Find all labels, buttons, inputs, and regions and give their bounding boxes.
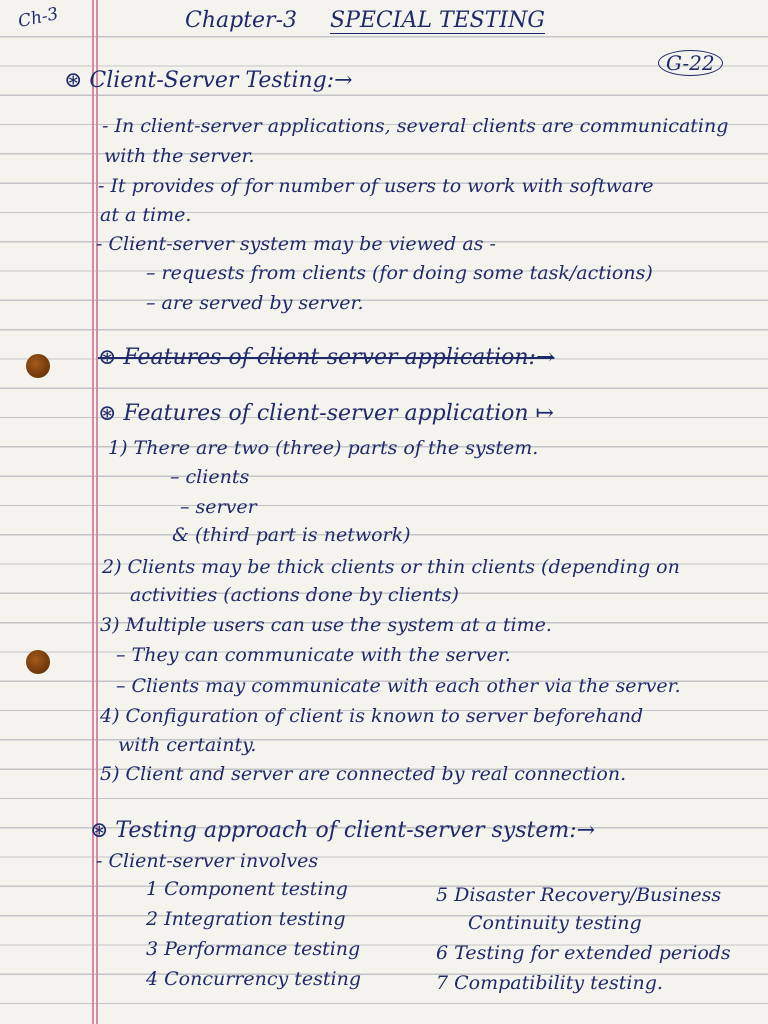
text-line: – clients — [170, 466, 250, 488]
page-title: SPECIAL TESTING — [330, 8, 545, 33]
text-line: – Clients may communicate with each other via the server. — [116, 675, 681, 697]
margin-line — [92, 0, 94, 1024]
punch-hole — [26, 650, 50, 674]
page-number: G-22 — [658, 50, 723, 76]
text-line: 5) Client and server are connected by real connection. — [100, 763, 627, 785]
list-item: 3 Performance testing — [146, 938, 361, 960]
text-line: - Client-server involves — [96, 850, 319, 872]
list-item: 6 Testing for extended periods — [436, 942, 731, 964]
text-line: & (third part is network) — [172, 524, 411, 546]
text-line: activities (actions done by clients) — [130, 584, 459, 606]
text-line: - Client-server system may be viewed as - — [96, 233, 496, 255]
text-line: at a time. — [100, 204, 192, 226]
text-line: - In client-server applications, several clients are communicating — [102, 115, 729, 137]
list-item: 4 Concurrency testing — [146, 968, 362, 990]
list-item: 7 Compatibility testing. — [436, 972, 663, 994]
section-heading-testing-approach: ⊛ Testing approach of client-server system:→ — [90, 818, 596, 843]
text-line: 3) Multiple users can use the system at a time. — [100, 614, 552, 636]
text-line: with the server. — [104, 145, 255, 167]
text-line: – are served by server. — [146, 292, 364, 314]
struck-heading: ⊛ Features of client-server application:→ — [98, 345, 555, 370]
list-item: 2 Integration testing — [146, 908, 346, 930]
list-item: Continuity testing — [468, 912, 642, 934]
list-item: 1 Component testing — [146, 878, 348, 900]
text-line: - It provides of for number of users to work with software — [98, 175, 654, 197]
section-heading-features: ⊛ Features of client-server application ↦ — [98, 401, 554, 426]
punch-hole — [26, 354, 50, 378]
chapter-label: Chapter-3 — [185, 8, 298, 33]
text-line: – server — [180, 496, 257, 518]
text-line: – requests from clients (for doing some task/actions) — [146, 262, 653, 284]
text-line: 2) Clients may be thick clients or thin clients (depending on — [102, 556, 680, 578]
text-line: 4) Configuration of client is known to server beforehand — [100, 705, 644, 727]
section-heading-client-server: ⊛ Client-Server Testing:→ — [64, 68, 353, 93]
text-line: 1) There are two (three) parts of the system. — [108, 437, 539, 459]
corner-mark: Ch-3 — [16, 4, 61, 32]
list-item: 5 Disaster Recovery/Business — [436, 884, 722, 906]
text-line: with certainty. — [118, 734, 257, 756]
text-line: – They can communicate with the server. — [116, 644, 511, 666]
